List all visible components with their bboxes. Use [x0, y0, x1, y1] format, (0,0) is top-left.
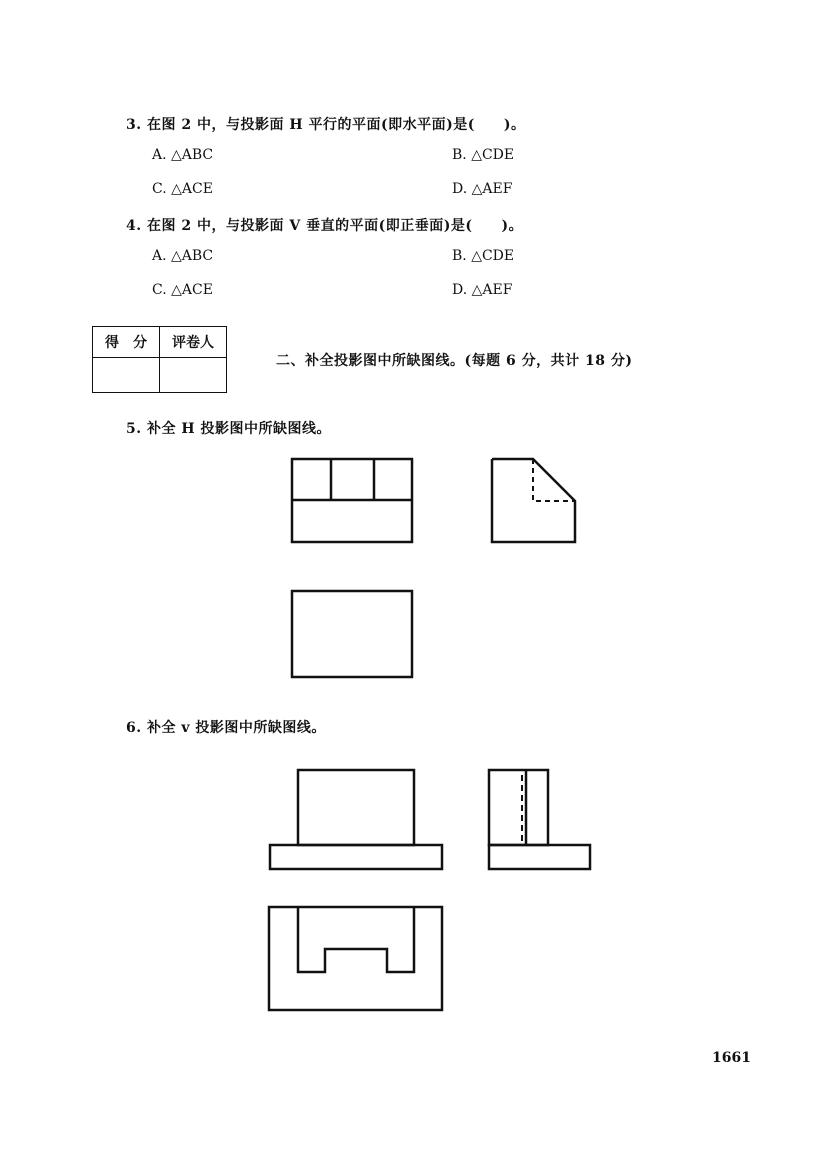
grader-label: 评卷人: [160, 327, 227, 358]
q4-option-d: D. △AEF: [452, 282, 513, 298]
question-5-stem: 5. 补全 H 投影图中所缺图线。: [126, 421, 331, 437]
q3-option-c: C. △ACE: [152, 181, 213, 197]
question-4-stem: 4. 在图 2 中，与投影面 V 垂直的平面(即正垂面)是( )。: [126, 218, 524, 234]
q6-top-view: [269, 907, 442, 1010]
q6-side-view: [489, 770, 590, 869]
q4-option-c: C. △ACE: [152, 282, 213, 298]
question-3-stem: 3. 在图 2 中，与投影面 H 平行的平面(即水平面)是( )。: [126, 117, 526, 133]
question-6-stem: 6. 补全 v 投影图中所缺图线。: [126, 720, 326, 736]
section-2-title: 二、补全投影图中所缺图线。(每题 6 分，共计 18 分): [276, 353, 633, 369]
q3-option-b: B. △CDE: [452, 147, 515, 163]
q5-top-view: [292, 591, 412, 677]
q3-option-d: D. △AEF: [452, 181, 513, 197]
page-number: 1661: [712, 1050, 751, 1066]
q4-option-a: A. △ABC: [152, 248, 214, 264]
q5-side-view: [492, 459, 575, 542]
q3-option-a: A. △ABC: [152, 147, 214, 163]
q5-front-view: [292, 459, 412, 542]
score-label: 得 分: [93, 327, 160, 358]
q6-front-view: [270, 770, 442, 869]
q4-option-b: B. △CDE: [452, 248, 515, 264]
